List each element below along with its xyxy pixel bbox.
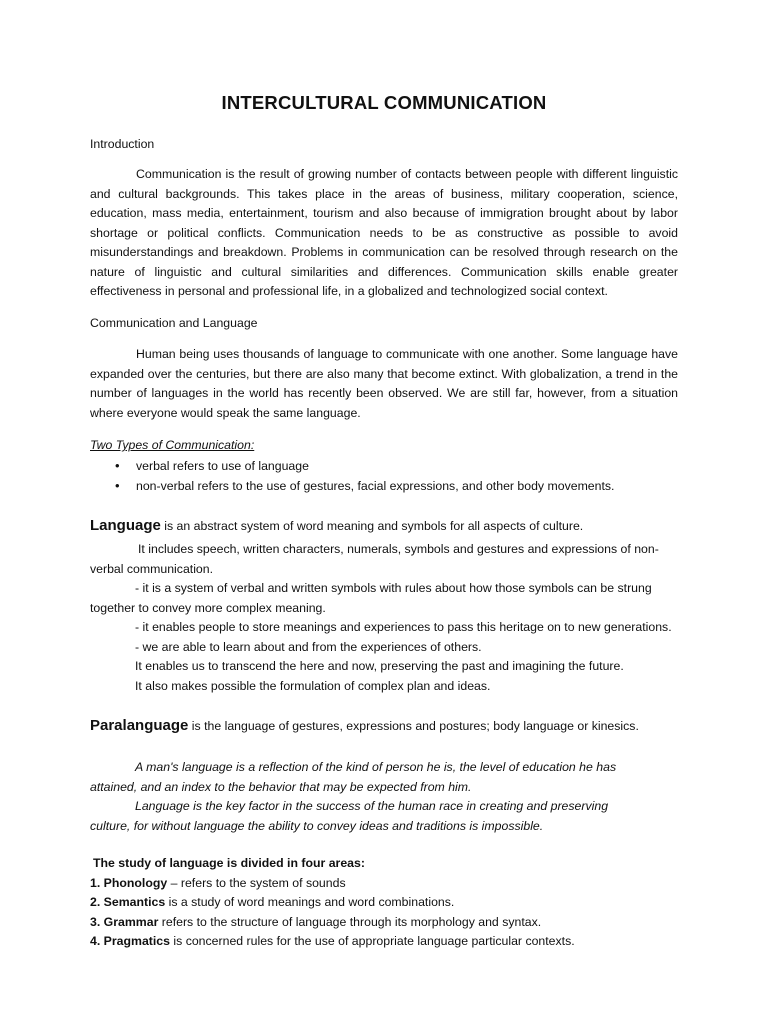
language-definition (90, 516, 678, 537)
heading-introduction: Introduction (90, 137, 155, 151)
quote-2: Language is the key factor in the success of the human race in creating and preserving culture, for without language the ability to convey ideas and traditions is impossible. (90, 799, 609, 833)
quote-block (90, 758, 650, 836)
language-line-3: - it enables people to store meanings and experiences to pass this heritage on to new generations. (135, 620, 672, 634)
document-title: INTERCULTURAL COMMUNICATION (221, 92, 547, 113)
study-area-2: 2. Semantics is a study of word meanings and word combinations. (90, 895, 455, 909)
study-area-4: 4. Pragmatics is concerned rules for the use of appropriate language particular contexts. (90, 934, 575, 948)
language-definition-text: is an abstract system of word meaning and symbols for all aspects of culture. (160, 519, 584, 533)
paralanguage-term: Paralanguage (90, 717, 189, 734)
language-line-1: It includes speech, written characters, numerals, symbols and gestures and expressions of non-verbal communication. (90, 542, 659, 576)
heading-communication-and-language: Communication and Language (90, 316, 258, 330)
study-area-1: 1. Phonology – refers to the system of sounds (90, 875, 346, 890)
introduction-paragraph: Communication is the result of growing number of contacts between people with different linguistic and cultural backgrounds. This takes place in the areas of business, military cooperation, science, education, mass media, entertainment, tourism and also because of immigration brought about by labor shortage or political conflicts. Communication needs to be as constructive as possible to avoid misunderstandings and breakdown. Problems in communication can be resolved through research on the nature of linguistic and cultural similarities and differences. Communication skills enable greater effectiveness in personal and professional life, in a globalized and technologized social context. (90, 167, 678, 298)
paralanguage-definition (90, 716, 678, 737)
quote-1: A man's language is a reflection of the kind of person he is, the level of education he has attained, and an index to the behavior that may be expected from him. (90, 760, 617, 794)
list-item-verbal: • verbal refers to use of language (90, 456, 678, 476)
study-area-3: 3. Grammar refers to the structure of language through its morphology and syntax. (90, 914, 542, 929)
study-areas-heading: The study of language is divided in four areas: (93, 856, 365, 870)
two-types-label: Two Types of Communication: (90, 438, 255, 452)
list-item-nonverbal: • non-verbal refers to the use of gestures, facial expressions, and other body movements. (90, 476, 678, 496)
language-line-2: - it is a system of verbal and written symbols with rules about how those symbols can be strung together to convey more complex meaning. (90, 581, 652, 615)
language-term: Language (90, 517, 161, 534)
communication-language-paragraph: Human being uses thousands of language to communicate with one another. Some language have expanded over the centuries, but there are also many that become extinct. With globalization, a trend in the number of languages in the world has recently been observed. We are still far, however, from a situation where everyone would speak the same language. (90, 347, 678, 420)
language-line-5: It enables us to transcend the here and now, preserving the past and imagining the future. (135, 659, 624, 673)
two-types-heading (90, 436, 678, 456)
language-line-6: It also makes possible the formulation of complex plan and ideas. (135, 678, 491, 693)
paralanguage-definition-text: is the language of gestures, expressions and postures; body language or kinesics. (188, 719, 639, 733)
language-details (90, 540, 680, 696)
study-areas (90, 854, 678, 952)
language-line-4: - we are able to learn about and from the experiences of others. (135, 639, 482, 654)
types-list (90, 456, 678, 496)
